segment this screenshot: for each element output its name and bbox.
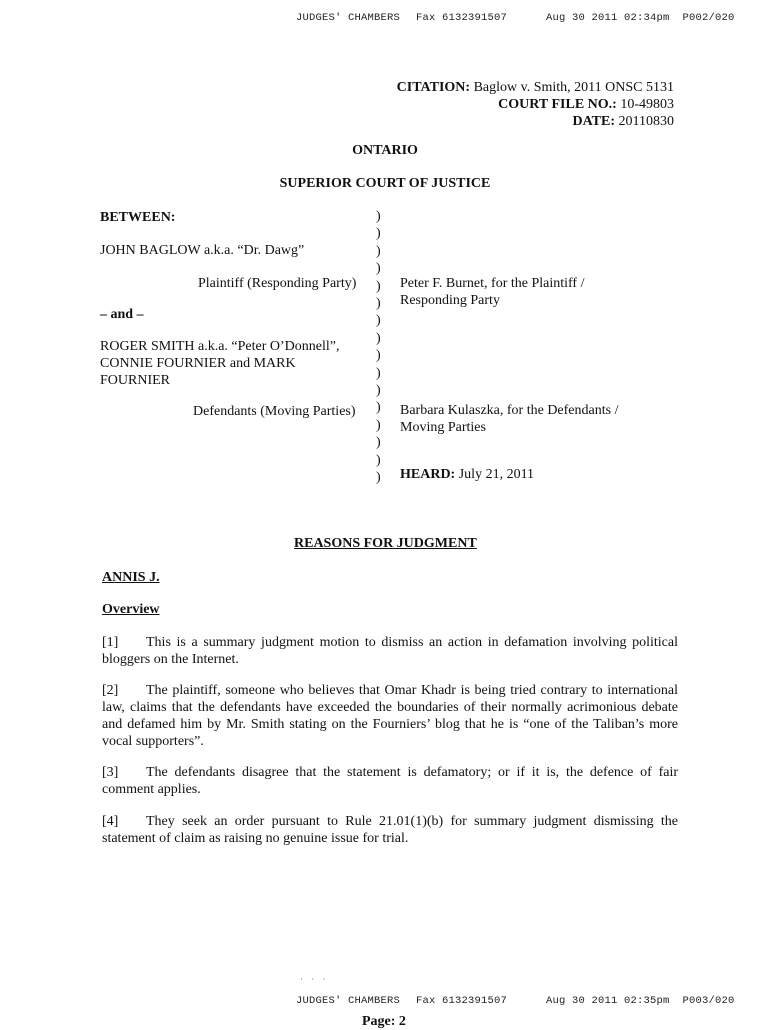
citation-line: [397, 79, 674, 96]
between-label: BETWEEN:: [100, 210, 176, 225]
defendants-line-1: ROGER SMITH a.k.a. “Peter O’Donnell”,: [100, 339, 340, 354]
scan-artifact: · · ·: [300, 974, 329, 984]
bracket: ): [376, 400, 381, 416]
paragraph-2: [102, 682, 678, 750]
bracket: ): [376, 261, 381, 277]
bracket: ): [376, 348, 381, 364]
court-file-line: [397, 96, 674, 113]
paragraph-text: They seek an order pursuant to Rule 21.01(1)(b) for summary judgment dismissing the statement of claim as raising no genuine issue for trial.: [102, 814, 678, 846]
bracket: ): [376, 383, 381, 399]
plaintiff-name: JOHN BAGLOW a.k.a. “Dr. Dawg”: [100, 243, 305, 258]
defendants-names: [100, 338, 340, 389]
paragraph-number: [2]: [102, 683, 119, 698]
bracket: ): [376, 452, 381, 468]
heard-label: HEARD:: [400, 467, 456, 482]
heard-line: [400, 466, 534, 483]
fax-sender: JUDGES' CHAMBERS: [296, 995, 401, 1007]
paragraph-number: [3]: [102, 765, 119, 780]
counsel-plaintiff-line-2: Responding Party: [400, 293, 500, 308]
fax-number: Fax 6132391507: [416, 12, 508, 24]
paragraph-text: The plaintiff, someone who believes that Omar Khadr is being tried contrary to international law, claims that the defendants have exceeded the boundaries of their normally acrimonious debate and defamed him by Mr. Smith stating on the Fourniers’ blog that he is “one of the Taliban’s more vocal supporters”.: [102, 683, 678, 749]
fax-sender: JUDGES' CHAMBERS: [296, 12, 401, 24]
bracket: ): [376, 243, 381, 259]
jurisdiction-title: ONTARIO: [352, 143, 418, 158]
defendants-line-2: CONNIE FOURNIER and MARK: [100, 356, 296, 371]
bracket: ): [376, 209, 381, 224]
court-title: SUPERIOR COURT OF JUSTICE: [279, 176, 491, 191]
bracket: ): [376, 226, 381, 242]
citation-block: [397, 79, 674, 130]
paragraph-4: [102, 813, 678, 847]
heard-value: July 21, 2011: [458, 467, 535, 482]
bracket: ): [376, 330, 381, 346]
court-file-label: COURT FILE NO.:: [498, 97, 617, 112]
fax-header-bottom: [0, 995, 768, 1009]
paragraph-3: [102, 764, 678, 798]
fax-timestamp: Aug 30 2011 02:35pm P003/020: [546, 995, 735, 1007]
court-file-value: 10-49803: [620, 97, 674, 112]
bracket: ): [376, 365, 381, 381]
fax-number: Fax 6132391507: [416, 995, 508, 1007]
paragraph-text: The defendants disagree that the statement is defamatory; or if it is, the defence of fair comment applies.: [102, 765, 678, 797]
overview-heading: Overview: [102, 602, 160, 617]
counsel-plaintiff-line-1: Peter F. Burnet, for the Plaintiff /: [400, 276, 585, 291]
citation-value: Baglow v. Smith, 2011 ONSC 5131: [473, 80, 674, 95]
counsel-defendants-line-1: Barbara Kulaszka, for the Defendants /: [400, 403, 619, 418]
paragraph-text: This is a summary judgment motion to dismiss an action in defamation involving political bloggers on the Internet.: [102, 635, 678, 667]
bracket: ): [376, 278, 381, 294]
date-value: 20110830: [618, 114, 674, 129]
defendants-line-3: FOURNIER: [100, 373, 171, 388]
judge-name: ANNIS J.: [102, 570, 160, 585]
paragraph-1: [102, 634, 678, 668]
paragraph-number: [4]: [102, 814, 119, 829]
date-label: DATE:: [572, 114, 616, 129]
fax-timestamp: Aug 30 2011 02:34pm P002/020: [546, 12, 735, 24]
bracket: ): [376, 417, 381, 433]
bracket: ): [376, 296, 381, 312]
bracket-column: [376, 208, 386, 487]
bracket: ): [376, 470, 381, 486]
counsel-plaintiff: [400, 275, 584, 309]
bracket: ): [376, 313, 381, 329]
plaintiff-role: Plaintiff (Responding Party): [198, 276, 357, 291]
date-line: [397, 113, 674, 130]
fax-header-top: [0, 12, 768, 26]
bracket: ): [376, 435, 381, 451]
counsel-defendants-line-2: Moving Parties: [400, 420, 486, 435]
counsel-defendants: [400, 402, 618, 436]
next-page-number: Page: 2: [362, 1014, 406, 1029]
paragraph-number: [1]: [102, 635, 119, 650]
and-separator: – and –: [100, 307, 144, 322]
reasons-heading: REASONS FOR JUDGMENT: [294, 536, 477, 551]
defendants-role: Defendants (Moving Parties): [193, 404, 356, 419]
citation-label: CITATION:: [396, 80, 471, 95]
